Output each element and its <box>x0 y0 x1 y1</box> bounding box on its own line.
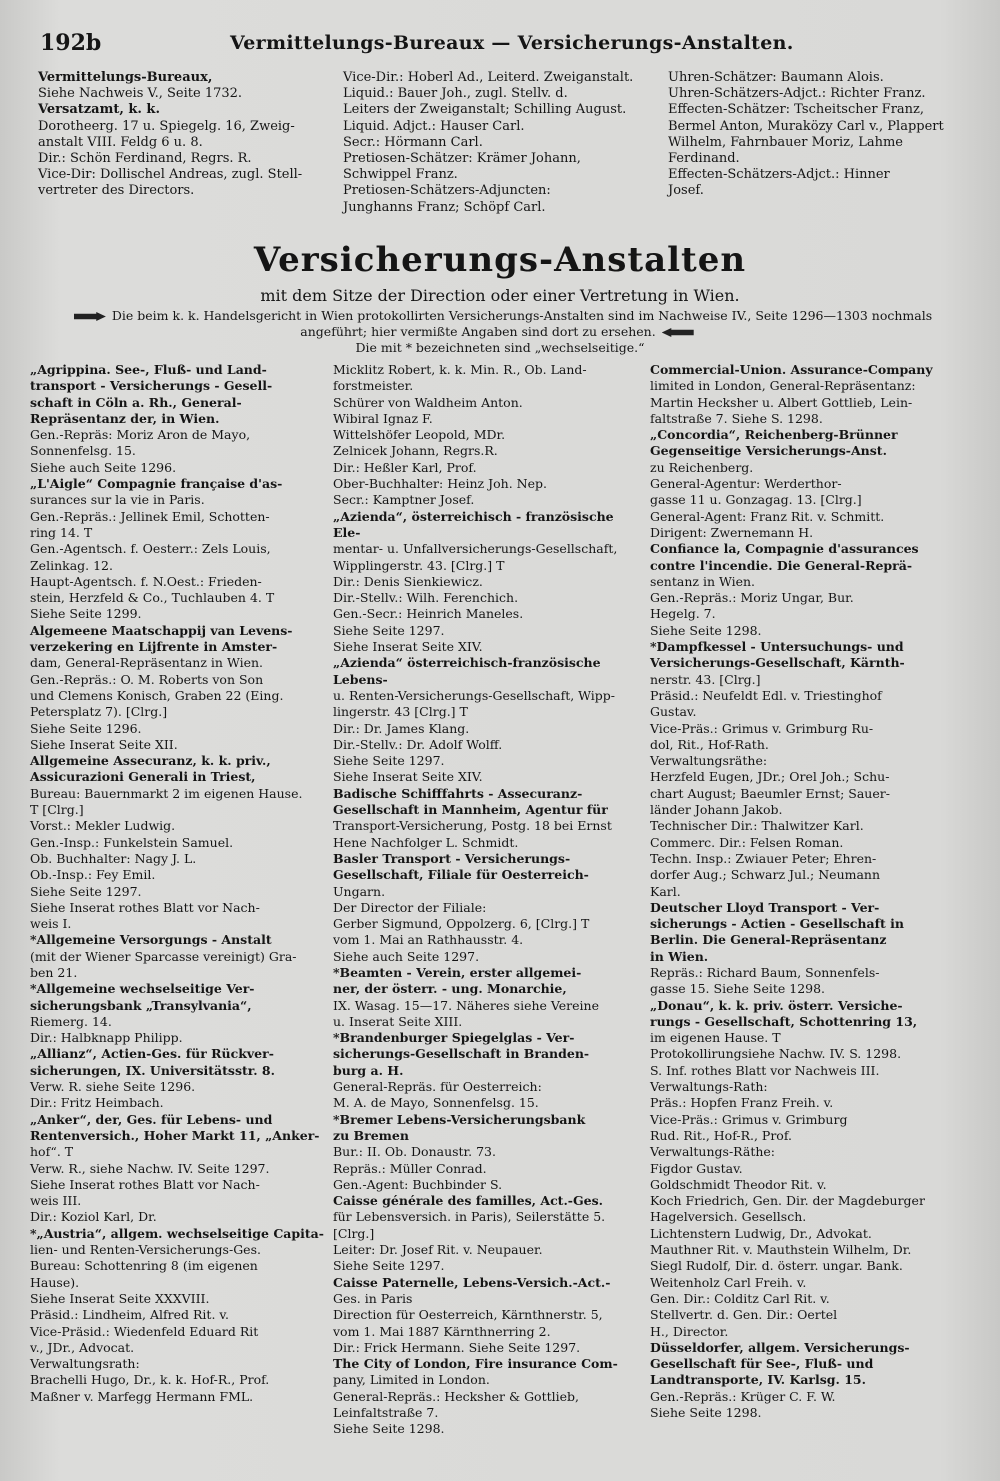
entry-line: chart August; Baeumler Ernst; Sauer- <box>650 785 890 801</box>
entry-line: Verwaltungsrath: <box>30 1356 140 1372</box>
entry-line: sicherungsbank „Transylvania“, <box>30 997 252 1013</box>
entry-line: Protokollirungsiehe Nachw. IV. S. 1298. <box>650 1046 902 1062</box>
entry-line: Uhren-Schätzers-Adjct.: Richter Franz. <box>668 86 926 102</box>
entry-line: Bur.: II. Ob. Donaustr. 73. <box>333 1144 496 1160</box>
entry-line: Effecten-Schätzers-Adjct.: Hinner <box>668 167 890 183</box>
entry-line: Siehe Inserat rothes Blatt vor Nach- <box>30 899 260 915</box>
entry-line: Hause). <box>30 1274 80 1290</box>
entry-line: weis III. <box>30 1193 82 1209</box>
entry-line: Rentenversich., Hoher Markt 11, „Anker- <box>30 1127 320 1143</box>
entry-line: Caisse Paternelle, Lebens-Versich.-Act.- <box>333 1274 611 1290</box>
entry-line: Martin Hecksher u. Albert Gottlieb, Lein- <box>650 394 913 410</box>
entry-line: „Allianz“, Actien-Ges. für Rückver- <box>30 1046 274 1062</box>
entry-line: „Azienda“ österreichisch-französische Lebens- <box>333 655 601 687</box>
entry-line: pany, Limited in London. <box>333 1372 490 1388</box>
entry-line: Pretiosen-Schätzers-Adjuncten: <box>343 183 551 199</box>
entry-line: sicherungen, IX. Universitätsstr. 8. <box>30 1062 275 1078</box>
entry-line: sicherungs-Gesellschaft in Branden- <box>333 1046 590 1062</box>
entry-line: Brachelli Hugo, Dr., k. k. Hof-R., Prof. <box>30 1372 270 1388</box>
entry-line: Verwaltungs-Räthe: <box>650 1144 775 1160</box>
entry-line: „Anker“, der, Ges. für Lebens- und <box>30 1111 273 1127</box>
entry-line: Verwaltungs-Rath: <box>650 1079 768 1095</box>
entry-line: Weitenholz Carl Freih. v. <box>650 1274 807 1290</box>
entry-line: Dir.: Schön Ferdinand, Regrs. R. <box>38 151 252 167</box>
entry-line: Gesellschaft, Filiale für Oesterreich- <box>333 867 589 883</box>
entry-line: Leiters der Zweiganstalt; Schilling August. <box>343 102 627 118</box>
entry-line: Sonnenfelsg. 15. <box>30 443 136 459</box>
entry-line: limited in London, General-Repräsentanz: <box>650 378 916 394</box>
entry-line: in Wien. <box>650 948 709 964</box>
entry-line: Gen.-Secr.: Heinrich Maneles. <box>333 606 524 622</box>
entry-line: S. Inf. rothes Blatt vor Nachweis III. <box>650 1062 880 1078</box>
entry-line: Gesellschaft in Mannheim, Agentur für <box>333 802 608 818</box>
entry-line: ben 21. <box>30 964 78 980</box>
entry-line: Dir.: Heßler Karl, Prof. <box>333 459 477 475</box>
entry-line: Siehe Nachweis V., Seite 1732. <box>38 86 243 102</box>
page-number: 192b <box>40 30 102 56</box>
entry-line: Verw. R., siehe Nachw. IV. Seite 1297. <box>30 1160 270 1176</box>
entry-line: T [Clrg.] <box>30 802 84 818</box>
entry-line: Gen.-Repräs.: O. M. Roberts von Son <box>30 671 264 687</box>
section-subheading: mit dem Sitze der Direction oder einer Vertretung in Wien. <box>260 286 740 305</box>
entry-line: Repräs.: Müller Conrad. <box>333 1160 487 1176</box>
entry-line: Technischer Dir.: Thalwitzer Karl. <box>650 818 864 834</box>
entry-line: im eigenen Hause. T <box>650 1030 781 1046</box>
entry-line: „Azienda“, österreichisch - französische Ele- <box>333 508 614 540</box>
entry-line: *Brandenburger Spiegelglas - Ver- <box>333 1030 575 1046</box>
entry-line: schaft in Cöln a. Rh., General- <box>30 394 242 410</box>
entry-line: Der Director der Filiale: <box>333 899 487 915</box>
top-left-column <box>38 70 338 200</box>
entry-line: Maßner v. Marfegg Hermann FML. <box>30 1388 254 1404</box>
note-line-3: Die mit * bezeichneten sind „wechselseitige.“ <box>355 340 645 355</box>
entry-line: Dir.: Dr. James Klang. <box>333 720 470 736</box>
running-header: Vermittelungs-Bureaux — Versicherungs-Anstalten. <box>230 32 794 54</box>
note-line-2: angeführt; hier vermißte Angaben sind dort zu ersehen. <box>300 324 656 339</box>
entry-line: „Donau“, k. k. priv. österr. Versiche- <box>650 997 903 1013</box>
entry-line: Gen.-Repräs.: Moriz Ungar, Bur. <box>650 590 854 606</box>
entry-line: General-Agentur: Werderthor- <box>650 476 842 492</box>
entry-line: General-Repräs. für Oesterreich: <box>333 1079 542 1095</box>
entry-line: v., JDr., Advocat. <box>30 1339 135 1355</box>
entry-line: Riemerg. 14. <box>30 1013 112 1029</box>
entry-line: Ungarn. <box>333 883 386 899</box>
pointing-hand-icon <box>74 312 106 321</box>
entry-line: vom 1. Mai 1887 Kärnthnerring 2. <box>333 1323 551 1339</box>
entry-line: Allgemeine Assecuranz, k. k. priv., <box>30 753 271 769</box>
section-note <box>40 308 960 356</box>
entry-line: Liquid.: Bauer Joh., zugl. Stellv. d. <box>343 86 568 102</box>
entry-line: u. Inserat Seite XIII. <box>333 1013 463 1029</box>
entry-line: Bureau: Schottenring 8 (im eigenen <box>30 1258 258 1274</box>
entry-line: sicherungs - Actien - Gesellschaft in <box>650 916 904 932</box>
entry-line: für Lebensversich. in Paris), Seilerstätte 5. <box>333 1209 606 1225</box>
entry-line: [Clrg.] <box>333 1225 375 1241</box>
entry-line: Verwaltungsräthe: <box>650 753 768 769</box>
entry-line: Figdor Gustav. <box>650 1160 743 1176</box>
pointing-hand-icon <box>662 328 694 337</box>
entry-line: anstalt VIII. Feldg 6 u. 8. <box>38 134 203 150</box>
entry-line: Transport-Versicherung, Postg. 18 bei Ernst <box>333 818 612 834</box>
entry-line: contre l'incendie. Die General-Reprä- <box>650 557 913 573</box>
entry-line: *„Austria“, allgem. wechselseitige Capita- <box>30 1225 324 1241</box>
entry-line: Dir.: Halbknapp Philipp. <box>30 1030 183 1046</box>
entry-line: Präsid.: Neufeldt Edl. v. Triestinghof <box>650 687 882 703</box>
entry-line: Gen.-Repräs.: Krüger C. F. W. <box>650 1388 836 1404</box>
note-line-1: Die beim k. k. Handelsgericht in Wien protokollirten Versicherungs-Anstalten sind im Nachweise IV., Seite 1296—1303 nochmals <box>111 308 933 323</box>
entry-line: faltstraße 7. Siehe S. 1298. <box>650 410 823 426</box>
entry-line: Ob. Buchhalter: Nagy J. L. <box>30 850 197 866</box>
entry-line: Düsseldorfer, allgem. Versicherungs- <box>650 1339 910 1355</box>
entry-line: vom 1. Mai an Rathhausstr. 4. <box>333 932 524 948</box>
entry-line: Dir.: Koziol Karl, Dr. <box>30 1209 157 1225</box>
entry-line: zu Reichenberg. <box>650 459 754 475</box>
entry-line: lien- und Renten-Versicherungs-Ges. <box>30 1242 261 1258</box>
entry-line: Mauthner Rit. v. Mauthstein Wilhelm, Dr. <box>650 1242 912 1258</box>
entry-line: *Allgemeine wechselseitige Ver- <box>30 981 255 997</box>
entry-line: Wilhelm, Fahrnbauer Moriz, Lahme <box>668 134 903 150</box>
entry-line: Hegelg. 7. <box>650 606 716 622</box>
entry-line: zu Bremen <box>333 1127 409 1143</box>
entry-line: Ober-Buchhalter: Heinz Joh. Nep. <box>333 476 547 492</box>
entry-line: Caisse générale des familles, Act.-Ges. <box>333 1193 604 1209</box>
entry-line: Siehe Inserat rothes Blatt vor Nach- <box>30 1176 260 1192</box>
entry-line: und Clemens Konisch, Graben 22 (Eing. <box>30 687 284 703</box>
section-heading: Versicherungs-Anstalten <box>253 240 747 280</box>
entry-line: „Concordia“, Reichenberg-Brünner <box>650 427 898 443</box>
entry-line: *Bremer Lebens-Versicherungsbank <box>333 1111 586 1127</box>
entry-line: Dir.-Stellv.: Wilh. Ferenchich. <box>333 590 519 606</box>
entry-line: Hagelversich. Gesellsch. <box>650 1209 807 1225</box>
entry-line: Ferdinand. <box>668 151 740 167</box>
entry-line: nerstr. 43. [Clrg.] <box>650 671 761 687</box>
entry-line: Siehe Seite 1299. <box>30 606 142 622</box>
entry-line: Gen.-Repräs.: Jellinek Emil, Schotten- <box>30 508 270 524</box>
entry-line: *Beamten - Verein, erster allgemei- <box>333 964 582 980</box>
entry-line: transport - Versicherungs - Gesell- <box>30 378 273 394</box>
entry-line: Gesellschaft für See-, Fluß- und <box>650 1356 874 1372</box>
entry-line: M. A. de Mayo, Sonnenfelsg. 15. <box>333 1095 539 1111</box>
entry-line: Karl. <box>650 883 681 899</box>
entry-line: Lichtenstern Ludwig, Dr., Advokat. <box>650 1225 872 1241</box>
entry-line: Ob.-Insp.: Fey Emil. <box>30 867 156 883</box>
entry-line: The City of London, Fire insurance Com- <box>333 1356 618 1372</box>
entry-line: Assicurazioni Generali in Triest, <box>30 769 256 785</box>
entry-line: Präsid.: Lindheim, Alfred Rit. v. <box>30 1307 229 1323</box>
entry-line: Siehe Seite 1298. <box>650 1405 762 1420</box>
entry-line: Zelinkag. 12. <box>30 557 113 573</box>
entry-line: Siehe Seite 1296. <box>30 720 142 736</box>
entry-line: *Dampfkessel - Untersuchungs- und <box>650 639 904 655</box>
entry-line: Commercial-Union. Assurance-Company <box>650 362 933 377</box>
entry-line: ring 14. T <box>30 524 93 540</box>
entry-line: Versicherungs-Gesellschaft, Kärnth- <box>650 655 905 671</box>
entry-line: Dorotheerg. 17 u. Spiegelg. 16, Zweig- <box>38 118 295 134</box>
entry-line: Koch Friedrich, Gen. Dir. der Magdeburger <box>650 1193 925 1209</box>
entry-line: mentar- u. Unfallversicherungs-Gesellschaft, <box>333 541 618 557</box>
entry-line: Techn. Insp.: Zwiauer Peter; Ehren- <box>650 850 877 866</box>
entry-line: Dir.: Fritz Heimbach. <box>30 1095 164 1111</box>
entry-line: Stellvertr. d. Gen. Dir.: Oertel <box>650 1307 838 1323</box>
entry-line: Gerber Sigmund, Oppolzerg. 6, [Clrg.] T <box>333 916 590 932</box>
entry-line: Siehe Seite 1298. <box>650 622 762 638</box>
entry-line: dam, General-Repräsentanz in Wien. <box>30 655 263 671</box>
entry-line: Versatzamt, k. k. <box>38 102 160 118</box>
entry-line: „Agrippina. See-, Fluß- und Land- <box>30 362 267 377</box>
entry-line: Siegl Rudolf, Dir. d. österr. ungar. Bank. <box>650 1258 903 1274</box>
entry-line: Commerc. Dir.: Felsen Roman. <box>650 834 844 850</box>
entry-line: gasse 11 u. Gonzagag. 13. [Clrg.] <box>650 492 862 508</box>
entry-line: Vice-Dir: Dollischel Andreas, zugl. Stell- <box>38 167 303 183</box>
entry-line: Ges. in Paris <box>333 1290 413 1306</box>
entry-line: Gen. Dir.: Colditz Carl Rit. v. <box>650 1290 830 1306</box>
entry-line: Petersplatz 7). [Clrg.] <box>30 704 168 720</box>
entry-line: Wibiral Ignaz F. <box>333 410 433 426</box>
top-middle-column <box>343 70 648 216</box>
entry-line: lingerstr. 43 [Clrg.] T <box>333 704 468 720</box>
entry-line: IX. Wasag. 15—17. Näheres siehe Vereine <box>333 997 599 1013</box>
entry-line: Schwippel Franz. <box>343 167 458 183</box>
entry-line: Gen.-Insp.: Funkelstein Samuel. <box>30 834 234 850</box>
entry-line: Direction für Oesterreich, Kärnthnerstr. 5, <box>333 1307 603 1323</box>
entry-line: Basler Transport - Versicherungs- <box>333 850 571 866</box>
entry-line: verzekering en Lijfrente in Amster- <box>30 639 278 655</box>
entry-line: Liquid. Adjct.: Hauser Carl. <box>343 118 525 134</box>
entry-line: (mit der Wiener Sparcasse vereinigt) Gra- <box>30 948 297 964</box>
entry-line: Dirigent: Zwernemann H. <box>650 524 814 540</box>
entry-line: Effecten-Schätzer: Tscheitscher Franz, <box>668 102 925 118</box>
entry-line: Siehe Seite 1297. <box>333 1258 445 1274</box>
entry-line: Dir.: Frick Hermann. Siehe Seite 1297. <box>333 1339 581 1355</box>
entry-line: Gen.-Agentsch. f. Oesterr.: Zels Louis, <box>30 541 271 557</box>
entry-line: forstmeister. <box>333 378 414 394</box>
entry-line: ner, der österr. - ung. Monarchie, <box>333 981 567 997</box>
entry-line: surances sur la vie in Paris. <box>30 492 205 508</box>
entry-line: Landtransporte, IV. Karlsg. 15. <box>650 1372 866 1388</box>
entry-line: Repräs.: Richard Baum, Sonnenfels- <box>650 964 880 980</box>
entry-line: u. Renten-Versicherungs-Gesellschaft, Wipp- <box>333 687 616 703</box>
entry-line: „L'Aigle“ Compagnie française d'as- <box>30 476 283 492</box>
entry-line: Siehe Inserat Seite XIV. <box>333 639 483 655</box>
entry-line: Wipplingerstr. 43. [Clrg.] T <box>333 557 505 573</box>
entries-column-right <box>650 362 970 1421</box>
entry-line: Zelnicek Johann, Regrs.R. <box>333 443 498 459</box>
entry-line: Siehe auch Seite 1296. <box>30 459 177 475</box>
entry-line: Siehe Inserat Seite XII. <box>30 736 178 752</box>
entry-line: Algemeene Maatschappij van Levens- <box>30 622 293 638</box>
entry-line: Gegenseitige Versicherungs-Anst. <box>650 443 887 459</box>
entry-line: Präs.: Hopfen Franz Freih. v. <box>650 1095 834 1111</box>
entries-column-left <box>30 362 330 1405</box>
entry-line: Siehe Inserat Seite XXXVIII. <box>30 1290 210 1306</box>
entry-line: Dir.-Stellv.: Dr. Adolf Wolff. <box>333 736 503 752</box>
entry-line: Verw. R. siehe Seite 1296. <box>30 1079 196 1095</box>
entry-line: Uhren-Schätzer: Baumann Alois. <box>668 70 884 85</box>
entry-line: gasse 15. Siehe Seite 1298. <box>650 981 826 997</box>
entry-line: Siehe Seite 1297. <box>333 753 445 769</box>
entry-line: Deutscher Lloyd Transport - Ver- <box>650 899 880 915</box>
entry-line: Josef. <box>668 183 704 199</box>
entry-line: Leiter: Dr. Josef Rit. v. Neupauer. <box>333 1242 543 1258</box>
entry-line: Vermittelungs-Bureaux, <box>38 70 213 85</box>
top-right-column <box>668 70 968 200</box>
entry-line: Gen.-Repräs: Moriz Aron de Mayo, <box>30 427 251 443</box>
entry-line: Siehe auch Seite 1297. <box>333 948 480 964</box>
entry-line: Repräsentanz der, in Wien. <box>30 410 220 426</box>
entry-line: General-Agent: Franz Rit. v. Schmitt. <box>650 508 885 524</box>
entry-line: Goldschmidt Theodor Rit. v. <box>650 1176 827 1192</box>
entry-line: dorfer Aug.; Schwarz Jul.; Neumann <box>650 867 881 883</box>
entry-line: Hene Nachfolger L. Schmidt. <box>333 834 519 850</box>
entry-line: Bureau: Bauernmarkt 2 im eigenen Hause. <box>30 785 303 801</box>
entry-line: Rud. Rit., Hof-R., Prof. <box>650 1127 792 1143</box>
entry-line: Schürer von Waldheim Anton. <box>333 394 523 410</box>
entry-line: dol, Rit., Hof-Rath. <box>650 736 769 752</box>
entry-line: Micklitz Robert, k. k. Min. R., Ob. Land- <box>333 362 587 377</box>
entry-line: Vice-Dir.: Hoberl Ad., Leiterd. Zweiganstalt. <box>343 70 634 85</box>
entry-line: Herzfeld Eugen, JDr.; Orel Joh.; Schu- <box>650 769 890 785</box>
entry-line: Pretiosen-Schätzer: Krämer Johann, <box>343 151 581 167</box>
entry-line: Siehe Seite 1298. <box>333 1421 445 1437</box>
entry-line: Vice-Präsid.: Wiedenfeld Eduard Rit <box>30 1323 259 1339</box>
entries-column-middle <box>333 362 643 1438</box>
entry-line: weis I. <box>30 916 72 932</box>
entry-line: Vice-Präs.: Grimus v. Grimburg <box>650 1111 848 1127</box>
entry-line: Bermel Anton, Muraközy Carl v., Plappert <box>668 118 944 134</box>
entry-line: Confiance la, Compagnie d'assurances <box>650 541 919 557</box>
entry-line: stein, Herzfeld & Co., Tuchlauben 4. T <box>30 590 275 606</box>
entry-line: Secr.: Kamptner Josef. <box>333 492 475 508</box>
entry-line: Haupt-Agentsch. f. N.Oest.: Frieden- <box>30 573 262 589</box>
entry-line: Leinfaltstraße 7. <box>333 1405 439 1420</box>
entry-line: General-Repräs.: Hecksher & Gottlieb, <box>333 1388 580 1404</box>
entry-line: rungs - Gesellschaft, Schottenring 13, <box>650 1013 918 1029</box>
entry-line: Vorst.: Mekler Ludwig. <box>30 818 176 834</box>
entry-line: *Allgemeine Versorgungs - Anstalt <box>30 932 272 948</box>
entry-line: Gen.-Agent: Buchbinder S. <box>333 1176 503 1192</box>
entry-line: Berlin. Die General-Repräsentanz <box>650 932 887 948</box>
entry-line: hof“. T <box>30 1144 74 1160</box>
entry-line: Secr.: Hörmann Carl. <box>343 134 483 150</box>
entry-line: Vice-Präs.: Grimus v. Grimburg Ru- <box>650 720 874 736</box>
entry-line: vertreter des Directors. <box>38 183 195 199</box>
entry-line: Gustav. <box>650 704 697 720</box>
entry-line: H., Director. <box>650 1323 729 1339</box>
entry-line: Dir.: Denis Sienkiewicz. <box>333 573 483 589</box>
entry-line: Badische Schifffahrts - Assecuranz- <box>333 785 583 801</box>
entry-line: sentanz in Wien. <box>650 573 756 589</box>
entry-line: Siehe Seite 1297. <box>333 622 445 638</box>
entry-line: burg a. H. <box>333 1062 404 1078</box>
entry-line: Siehe Seite 1297. <box>30 883 142 899</box>
entry-line: länder Johann Jakob. <box>650 802 783 818</box>
entry-line: Junghanns Franz; Schöpf Carl. <box>343 199 546 215</box>
entry-line: Siehe Inserat Seite XIV. <box>333 769 483 785</box>
entry-line: Wittelshöfer Leopold, MDr. <box>333 427 506 443</box>
